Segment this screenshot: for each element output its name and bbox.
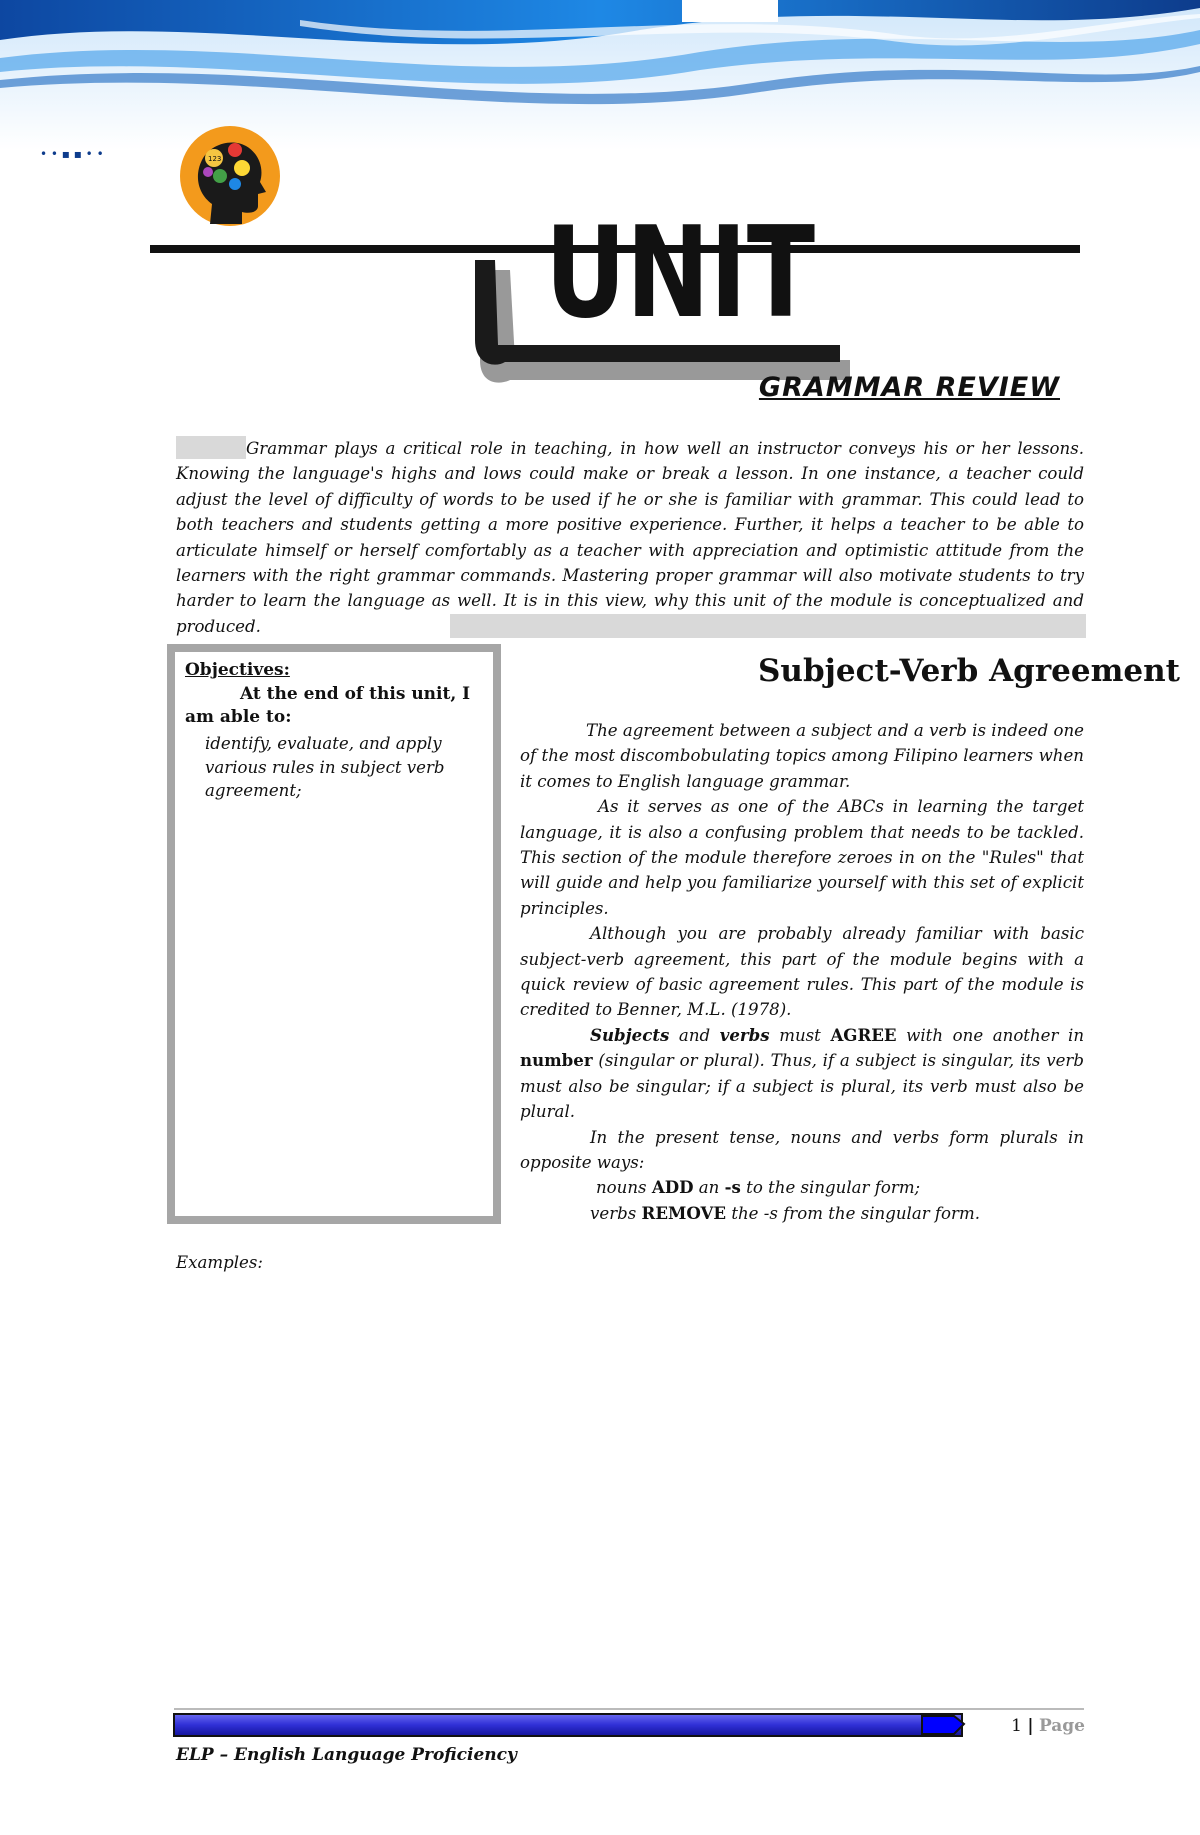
paragraph: Subjects and verbs must AGREE with one another in number (singular or plural). Thus, if a subject is singular, its verb must also be singular; if a subject is plural, its verb must also be plural. (520, 1024, 1085, 1122)
unit-emblem (150, 190, 1080, 390)
objectives-heading: Objectives: (185, 660, 290, 680)
objectives-intro: At the end of this unit, I am able to: (185, 684, 471, 727)
paragraph: The agreement between a subject and a verb is indeed one of the most discombobulating topics among Filipino learners when it comes to English language grammar. (520, 721, 1084, 791)
paragraph: As it serves as one of the ABCs in learning the target language, it is also a confusing problem that needs to be tackled. This section of the module therefore zeroes in on the "Rules" that will guide and help you familiarize yourself with this set of explicit principles. (520, 797, 1084, 918)
footer-bar (174, 1706, 1090, 1742)
objective-item: identify, evaluate, and apply various rules in subject verb agreement; (205, 734, 445, 800)
section-body (520, 718, 1084, 1226)
footer-course-title: ELP – English Language Proficiency (176, 1745, 517, 1765)
unit-subtitle: GRAMMAR REVIEW (758, 372, 1060, 403)
section-title: Subject-Verb Agreement (758, 653, 1180, 689)
objectives-box (167, 644, 501, 1224)
rule-verbs: verbs REMOVE the -s from the singular form. (590, 1202, 980, 1223)
svg-text:• • ▪ ▪ • •: • • ▪ ▪ • • (40, 147, 104, 161)
examples-label: Examples: (176, 1253, 263, 1272)
intro-paragraph: Grammar plays a critical role in teaching, in how well an instructor conveys his or her lessons. Knowing the language's highs and lows could make or break a lesson. In one instance, a teacher could adjust the level of difficulty of words to be used if he or she is familiar with grammar. This could lead to both teachers and students getting a more positive experience. Further, it helps a teacher to be able to articulate himself or herself comfortably as a teacher with appreciation and optimistic attitude from the learners with the right grammar commands. Mastering proper grammar will also motivate students to try harder to learn the language as well. It is in this view, why this unit of the module is conceptualized and produced. (176, 439, 1084, 636)
svg-text:123: 123 (208, 155, 222, 163)
paragraph: In the present tense, nouns and verbs form plurals in opposite ways: (520, 1127, 1084, 1172)
page-number: 1 | Page (1011, 1716, 1085, 1736)
unit-word: UNIT (545, 199, 816, 346)
paragraph: Although you are probably already familiar with basic subject-verb agreement, this part of the module begins with a quick review of basic agreement rules. This part of the module is credited to Benner, M.L. (1978). (520, 924, 1084, 1020)
rule-nouns: nouns ADD an -s to the singular form; (596, 1177, 921, 1198)
